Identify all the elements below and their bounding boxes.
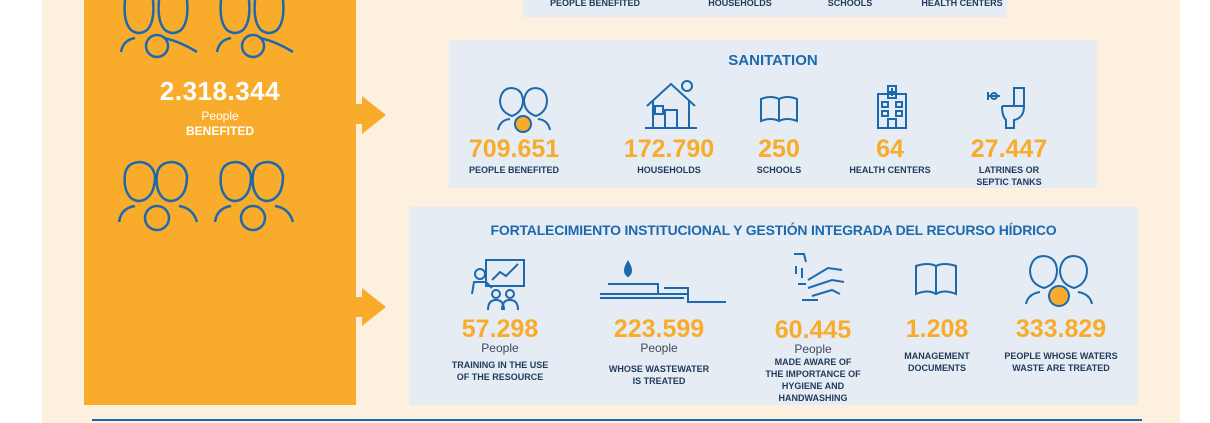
stat-label-line1: WHOSE WASTEWATER xyxy=(608,364,710,374)
total-unit: People xyxy=(201,109,239,123)
stat-value: 223.599 xyxy=(613,315,705,343)
stat-unit: People xyxy=(640,341,678,355)
stat-value: 60.445 xyxy=(774,316,852,344)
stat-latrines xyxy=(964,136,1054,188)
stat-wastewater xyxy=(609,316,709,387)
stat-hygiene xyxy=(765,317,860,404)
people-icon xyxy=(496,86,552,134)
stat-label-line1: TRAINING IN THE USE xyxy=(451,360,549,370)
water-treatment-icon xyxy=(598,258,728,308)
stat-value: 1.208 xyxy=(905,315,969,343)
water-label-schools: SCHOOLS xyxy=(827,0,873,8)
stat-label: SCHOOLS xyxy=(756,165,802,175)
people-icon xyxy=(117,160,297,235)
institutional-title: FORTALECIMIENTO INSTITUCIONAL Y GESTIÓN INTEGRADA DEL RECURSO HÍDRICO xyxy=(490,222,1057,238)
stat-schools xyxy=(757,136,802,176)
footer-divider xyxy=(92,419,1142,421)
stat-value: 333.829 xyxy=(1015,315,1107,343)
house-icon xyxy=(643,78,699,132)
stat-value: 64 xyxy=(876,135,904,163)
stat-value: 250 xyxy=(758,135,800,163)
book-icon xyxy=(759,95,799,125)
stat-label-line2: THE IMPORTANCE OF xyxy=(765,369,861,379)
stat-waste-waters xyxy=(1004,316,1117,374)
stat-training xyxy=(452,316,549,383)
people-icon xyxy=(117,0,297,62)
stat-label-line4: HANDWASHING xyxy=(778,393,848,403)
stat-label-line1: PEOPLE WHOSE WATERS xyxy=(1004,351,1118,361)
people-icon xyxy=(1024,254,1094,308)
stat-unit: People xyxy=(481,341,519,355)
stat-label-line2: WASTE ARE TREATED xyxy=(1012,363,1110,373)
water-label-households: HOUSEHOLDS xyxy=(708,0,772,8)
book-icon xyxy=(914,262,958,298)
stat-label: LATRINES OR SEPTIC TANKS xyxy=(976,165,1042,187)
stat-label: HEALTH CENTERS xyxy=(849,165,931,175)
stat-label: HOUSEHOLDS xyxy=(637,165,701,175)
stat-health-centers xyxy=(849,136,930,176)
stat-label-line2: OF THE RESOURCE xyxy=(456,372,544,382)
stat-label-line1: MADE AWARE OF xyxy=(774,357,852,367)
stat-value: 709.651 xyxy=(468,135,560,163)
stat-label-line2: IS TREATED xyxy=(632,376,686,386)
stat-documents xyxy=(904,316,970,374)
hospital-icon xyxy=(874,84,910,130)
total-label: BENEFITED xyxy=(185,124,254,138)
total-value: 2.318.344 xyxy=(159,76,281,106)
water-label-people: PEOPLE BENEFITED xyxy=(549,0,641,8)
arrow-institutional xyxy=(362,288,386,326)
water-label-health: HEALTH CENTERS xyxy=(921,0,1003,8)
stat-value: 27.447 xyxy=(970,135,1048,163)
arrow-sanitation xyxy=(362,96,386,134)
presentation-icon xyxy=(470,258,528,312)
stat-people-benefited xyxy=(469,136,559,176)
stat-label-line2: DOCUMENTS xyxy=(908,363,966,373)
stat-value: 57.298 xyxy=(461,315,539,343)
stat-households xyxy=(624,136,714,176)
sanitation-title: SANITATION xyxy=(728,52,818,69)
stat-unit: People xyxy=(794,342,832,356)
stat-label-line3: HYGIENE AND xyxy=(781,381,845,391)
toilet-icon xyxy=(986,86,1026,130)
stat-label-line1: MANAGEMENT xyxy=(904,351,970,361)
handwashing-icon xyxy=(788,250,848,306)
stat-value: 172.790 xyxy=(623,135,715,163)
stat-label: PEOPLE BENEFITED xyxy=(468,165,559,175)
